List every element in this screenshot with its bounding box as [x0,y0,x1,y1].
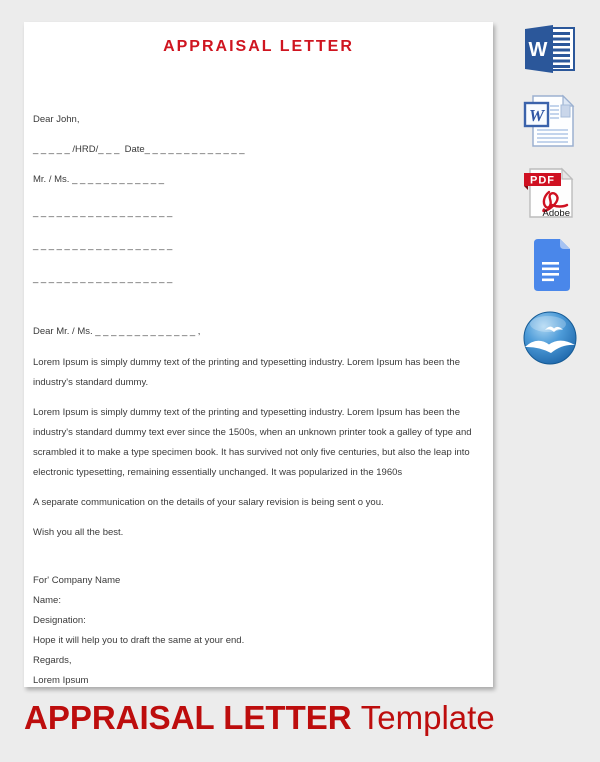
page-title [24,698,495,738]
letter-document [24,22,493,687]
page-title-main: APPRAISAL LETTER [24,699,352,736]
openoffice-icon[interactable] [522,309,578,365]
closing-line: Name: [33,595,61,606]
greeting-line: Dear Mr. / Ms. _____________, [33,326,201,337]
letter-paragraph: A separate communication on the details of your salary revision is being sent o you. [33,497,384,508]
closing-line: Regards, [33,655,72,666]
letter-paragraph: Wish you all the best. [33,527,124,538]
pdf-logo [522,165,578,221]
page-title-suffix: Template [360,699,495,736]
closing-line: Lorem Ipsum [33,675,89,686]
letter-paragraph: Lorem Ipsum is simply dummy text of the printing and typesetting industry. Lorem Ipsum has been the industry's standard dummy. [33,357,460,388]
letter-closing [33,571,484,691]
reference-date-line: _____/HRD/___ Date_____________ [33,144,248,155]
letter-paragraph: Lorem Ipsum is simply dummy text of the printing and typesetting industry. Lorem Ipsum has been the industry's standard dummy text ever since the 1500s, when an unknown printer took a galley of type and scrambled it to make a type specimen book. It has survived not only five centuries, but also the leap into electronic typesetting, remaining essentially unchanged. It was popularized in the 1960s [33,407,472,478]
pdf-label: PDF [530,174,555,187]
word-modern-letter: W [528,39,548,61]
word-classic-icon[interactable] [522,93,578,149]
download-format-list [519,21,581,365]
word-modern-logo [522,21,578,77]
google-docs-icon[interactable] [522,237,578,293]
address-blank-line: __________________ [33,240,175,251]
word-classic-letter: W [528,106,545,125]
openoffice-logo [522,309,578,365]
recipient-name-line: Mr. / Ms. ____________ [33,174,167,185]
word-classic-logo [522,93,578,149]
closing-line: For' Company Name [33,575,121,586]
address-blank-line: __________________ [33,273,175,284]
pdf-icon[interactable] [522,165,578,221]
address-blank-line: __________________ [33,207,175,218]
letter-title: APPRAISAL LETTER [163,38,354,55]
google-docs-logo [522,237,578,293]
word-modern-icon[interactable] [522,21,578,77]
salutation-line: Dear John, [33,114,80,125]
closing-line: Hope it will help you to draft the same at your end. [33,635,245,646]
closing-line: Designation: [33,615,86,626]
adobe-label: Adobe [542,208,570,219]
